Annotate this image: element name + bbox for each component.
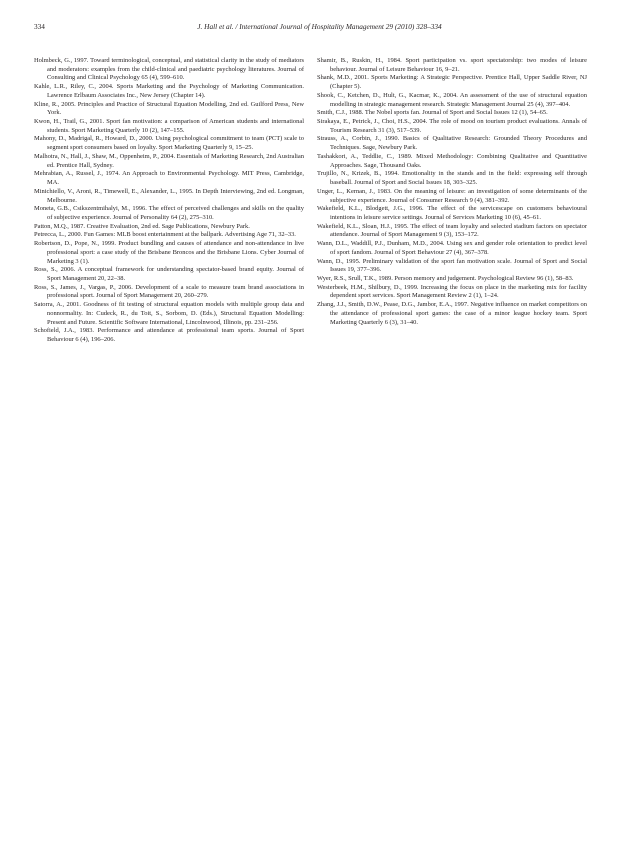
reference-entry: Schofield, J.A., 1983. Performance and attendance at professional team sports. Journal of Sport Behaviour 6 (4), 196–206. bbox=[34, 327, 304, 343]
page-header bbox=[34, 21, 605, 33]
running-head: J. Hall et al. / International Journal of Hospitality Management 29 (2010) 328–334 bbox=[197, 22, 442, 31]
reference-entry: Ross, S., 2006. A conceptual framework for understanding spectator-based brand equity. Journal of Sport Management 20, 22–38. bbox=[34, 266, 304, 282]
reference-entry: Shook, C., Ketchen, D., Hult, G., Kacmar, K., 2004. An assessment of the use of structural equation modelling in strategic management research. Strategic Management Journal 25 (4), 397–404. bbox=[317, 91, 587, 108]
reference-entry: Kahle, L.R., Riley, C., 2004. Sports Marketing and the Psychology of Marketing Communication. Lawrence Erlbaum Associates Inc., New Jersey (Chapter 14). bbox=[34, 83, 304, 99]
references-column-left bbox=[34, 57, 304, 345]
reference-entry: Wakefield, K.L., Blodgett, J.G., 1996. The effect of the servicescape on customers behavioural intentions in leisure service settings. Journal of Services Marketing 10 (6), 45–61. bbox=[317, 205, 587, 221]
reference-entry: Minichiello, V., Aroni, R., Timewell, E., Alexander, L., 1995. In Depth Interviewing, 2nd ed. Longman, Melbourne. bbox=[34, 187, 304, 204]
reference-entry: Unger, L., Kernan, J., 1983. On the meaning of leisure: an investigation of some determinants of the subjective experience. Journal of Consumer Research 9 (4), 381–392. bbox=[317, 187, 587, 204]
references-column-right bbox=[317, 57, 587, 327]
reference-entry: Shank, M.D., 2001. Sports Marketing: A Strategic Perspective. Prentice Hall, Upper Saddle River, NJ (Chapter 5). bbox=[317, 74, 587, 91]
reference-entry: Mahony, D., Madrigal, R., Howard, D., 2000. Using psychological commitment to team (PCT) scale to segment sport consumers based on loyalty. Sport Marketing Quarterly 9, 15–25. bbox=[34, 135, 304, 152]
reference-entry: Satorra, A., 2001. Goodness of fit testing of structural equation models with multiple group data and nonnormality. In: Cudeck, R., du Toit, S., Sorbom, D. (Eds.), Structural Equation Modelling: Present and Future. Scientific Software International, Lincolnwood, Illinois, pp. 231–256. bbox=[34, 301, 304, 326]
reference-entry: Tashakkori, A., Teddlie, C., 1989. Mixed Methodology: Combining Qualitative and Quantitative Approaches. Sage, Thousand Oaks. bbox=[317, 152, 587, 169]
reference-entry: Smith, C.J., 1988. The Nobel sports fan. Journal of Sport and Social Issues 12 (1), 54–65. bbox=[317, 109, 548, 117]
reference-entry: Trujillo, N., Krizek, B., 1994. Emotionality in the stands and in the field: expressing self through baseball. Journal of Sport and Social Issues 18, 303–325. bbox=[317, 170, 587, 187]
reference-entry: Zhang, J.J., Smith, D.W., Pease, D.G., Jambor, E.A., 1997. Negative influence on market competitors on the attendance of professional sport games: the case of a minor league hockey team. Sport Marketing Quarterly 6 (3), 31–40. bbox=[317, 301, 587, 326]
reference-entry: Mehrabian, A., Russel, J., 1974. An Approach to Environmental Psychology. MIT Press, Cambridge, MA. bbox=[34, 170, 304, 187]
reference-entry: Sirakaya, E., Petrick, J., Choi, H.S., 2004. The role of mood on tourism product evaluations. Annals of Tourism Research 31 (3), 517–539. bbox=[317, 118, 587, 134]
reference-entry: Wann, D.L., Waddill, P.J., Dunham, M.D., 2004. Using sex and gender role orientation to predict level of sport fandom. Journal of Sport Behaviour 27 (4), 367–378. bbox=[317, 240, 587, 256]
reference-entry: Wakefield, K.L., Sloan, H.J., 1995. The effect of team loyalty and selected stadium factors on spectator attendance. Journal of Sport Management 9 (3), 153–172. bbox=[317, 222, 587, 239]
reference-entry: Robertson, D., Pope, N., 1999. Product bundling and causes of attendance and non-attendance in live professional sport: a case study of the Brisbane Broncos and the Brisbane Lions. Cyber Journal of Marketing 3 (1). bbox=[34, 240, 304, 265]
reference-entry: Westerbeek, H.M., Shilbury, D., 1999. Increasing the focus on place in the marketing mix for facility dependent sport services. Sport Management Review 2 (1), 1–24. bbox=[317, 283, 587, 300]
reference-entry: Wann, D., 1995. Preliminary validation of the sport fan motivation scale. Journal of Sport and Social Issues 19, 377–396. bbox=[317, 257, 587, 274]
reference-entry: Ross, S., James, J., Vargas, P., 2006. Development of a scale to measure team brand associations in professional sport. Journal of Sport Management 20, 260–279. bbox=[34, 283, 304, 300]
reference-entry: Strauss, A., Corbin, J., 1990. Basics of Qualitative Research: Grounded Theory Procedures and Techniques. Sage, Newbury Park. bbox=[317, 135, 587, 152]
reference-entry: Wyer, R.S., Srull, T.K., 1989. Person memory and judgement. Psychological Review 96 (1), 58–83. bbox=[317, 274, 574, 282]
reference-entry: Malhotra, N., Hall, J., Shaw, M., Oppenheim, P., 2004. Essentials of Marketing Research, 2nd Australian ed. Prentice Hall, Sydney. bbox=[34, 152, 304, 169]
reference-entry: Shamir, B., Ruskin, H., 1984. Sport participation vs. sport spectatorship: two modes of leisure behaviour. Journal of Leisure Behaviour 16, 9–21. bbox=[317, 57, 587, 73]
reference-entry: Moneta, G.B., Csikszentmihalyi, M., 1996. The effect of perceived challenges and skills on the quality of subjective experience. Journal of Personality 64 (2), 275–310. bbox=[34, 205, 304, 221]
reference-entry: Kwon, H., Trail, G., 2001. Sport fan motivation: a comparison of American students and international students. Sport Marketing Quarterly 10 (2), 147–155. bbox=[34, 118, 304, 134]
page-number: 334 bbox=[34, 22, 45, 31]
reference-entry: Holmbeck, G., 1997. Toward terminological, conceptual, and statistical clarity in the study of mediators and moderators: examples from the child-clinical and paediatric psychology literatures. Journal of Consulting and Clinical Psychology 65 (4), 599–610. bbox=[34, 57, 304, 82]
reference-entry: Patton, M.Q., 1987. Creative Evaluation, 2nd ed. Sage Publications, Newbury Park. bbox=[34, 222, 250, 230]
reference-entry: Petrecca, L., 2000. Fun Games: MLB boost entertainment at the ballpark. Advertising Age 71, 32–33. bbox=[34, 231, 296, 239]
reference-entry: Kline, R., 2005. Principles and Practice of Structural Equation Modelling, 2nd ed. Guilford Press, New York. bbox=[34, 100, 304, 117]
